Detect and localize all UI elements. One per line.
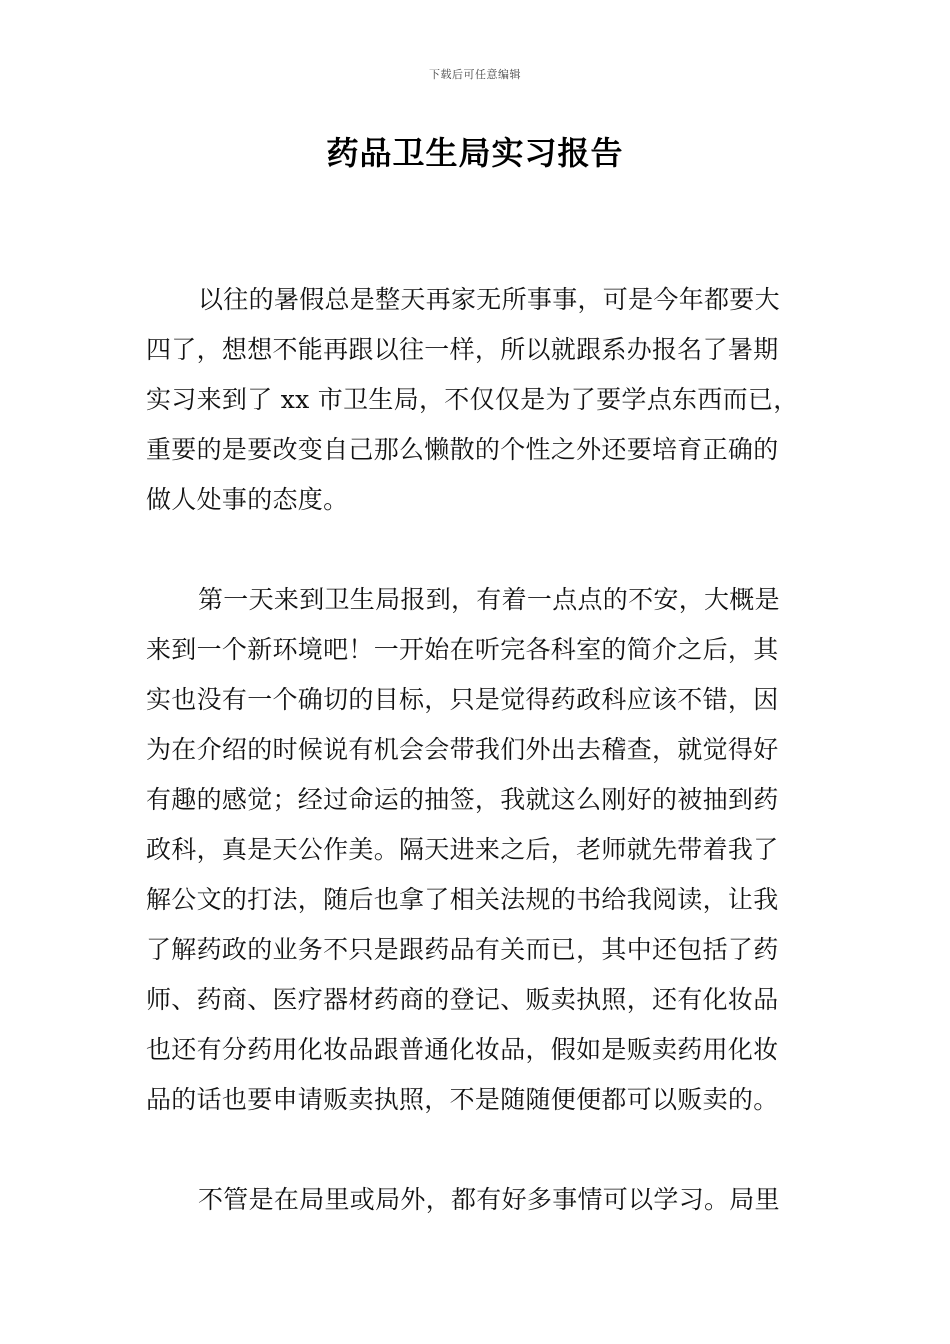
paragraph-1: [146, 275, 808, 525]
paragraph-line: 有趣的感觉；经过命运的抽签，我就这么刚好的被抽到药: [146, 785, 779, 814]
document-title: 药品卫生局实习报告: [326, 134, 624, 172]
paragraph-line: 实习来到了 xx 市卫生局，不仅仅是为了要学点东西而已，: [146, 385, 799, 414]
paragraph-line: 了解药政的业务不只是跟药品有关而已，其中还包括了药: [146, 935, 779, 964]
paragraph-line: 第一天来到卫生局报到，有着一点点的不安，大概是: [198, 585, 780, 614]
paragraph-line: 不管是在局里或局外，都有好多事情可以学习。局里: [198, 1185, 780, 1214]
paragraph-line: 来到一个新环境吧！一开始在听完各科室的简介之后，其: [146, 635, 779, 664]
paragraph-line: 四了，想想不能再跟以往一样，所以就跟系办报名了暑期: [146, 335, 779, 364]
paragraph-line: 解公文的打法，随后也拿了相关法规的书给我阅读，让我: [146, 885, 779, 914]
paragraph-line: 重要的是要改变自己那么懒散的个性之外还要培育正确的: [146, 435, 779, 464]
paragraph-3: [146, 1175, 808, 1225]
document-body: [146, 275, 808, 1225]
paragraph-line: 做人处事的态度。: [146, 485, 349, 514]
paragraph-line: 也还有分药用化妆品跟普通化妆品，假如是贩卖药用化妆: [146, 1035, 779, 1064]
paragraph-line: 政科，真是天公作美。隔天进来之后，老师就先带着我了: [146, 835, 779, 864]
paragraph-line: 实也没有一个确切的目标，只是觉得药政科应该不错，因: [146, 685, 779, 714]
paragraph-2: [146, 575, 808, 1125]
paragraph-line: 师、药商、医疗器材药商的登记、贩卖执照，还有化妆品: [146, 985, 779, 1014]
paragraph-line: 以往的暑假总是整天再家无所事事，可是今年都要大: [198, 285, 780, 314]
paragraph-line: 为在介绍的时候说有机会会带我们外出去稽查，就觉得好: [146, 735, 779, 764]
header-note: 下载后可任意编辑: [429, 68, 521, 81]
paragraph-line: 品的话也要申请贩卖执照，不是随随便便都可以贩卖的。: [146, 1085, 779, 1114]
